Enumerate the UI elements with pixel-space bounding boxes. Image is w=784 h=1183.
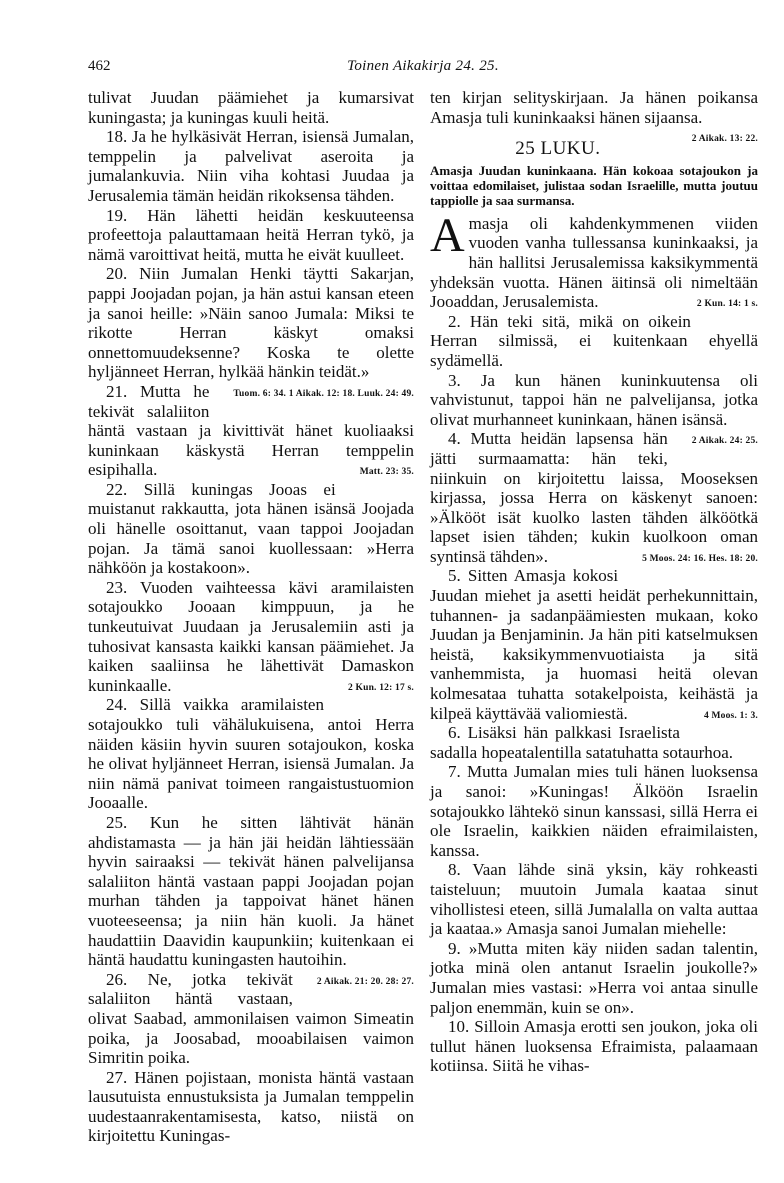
verse-paragraph	[88, 480, 414, 578]
verse-paragraph	[430, 762, 758, 860]
cross-reference: Tuom. 6: 34. 1 Aikak. 12: 18. Luuk. 24: 49.	[233, 388, 414, 399]
right-verses	[430, 312, 758, 1076]
verse-text: 10. Silloin Amasja erotti sen joukon, joka oli tullut hänen luoksensa Efraimista, palaamaan kotiinsa. Siitä he vihas-	[430, 1017, 758, 1076]
verse-text: 2. Hän teki sitä, mikä on oikein Herran silmissä, ei kuitenkaan ehyellä sydämellä.	[430, 311, 758, 370]
verse-text: 23. Vuoden vaihteessa kävi aramilaisten sotajoukko Jooaan kimppuun, ja he tunkeutuivat Juudaan ja Jerusalemiin asti ja tuhosivat kansasta kaikki kansan päämiehet. Ja kaiken saaliinsa he lähettivät Damaskon kuninkaalle.	[88, 577, 414, 695]
verse-text: 3. Ja kun hänen kuninkuutensa oli vahvistunut, tappoi hän ne palvelijansa, jotka olivat murhanneet kuninkaan, hänen isänsä.	[430, 370, 758, 429]
verse-text: 4. Mutta heidän lapsensa hän jätti surmaamatta: hän teki, niinkuin on kirjoitettu laissa, Mooseksen kirjassa, jossa Herra on käskenyt sanoen: »Älkööt isät kuolko lasten tähden älköötkä lapset isien tähden; kukin kuolkoon oman syntinsä tähden».	[430, 429, 758, 566]
first-verse	[430, 208, 758, 312]
cross-reference: 2 Aikak. 24: 25.	[691, 436, 758, 447]
first-verse-text: masja oli kahdenkymmenen viiden vuoden vanha tullessansa kuninkaaksi, ja hän hallitsi Jerusalemissa kaksikymmentä yhdeksän vuotta. Hänen äitinsä oli nimeltään Jooaddan, Jerusalemista.	[430, 213, 758, 312]
cross-reference: 4 Moos. 1: 3.	[703, 710, 758, 721]
verse-text: 25. Kun he sitten lähtivät hänän ahdistamasta — ja hän jäi heidän lähtiessään hyvin sairaaksi — tekivät hänen palvelijansa salaliiton häntä vastaan pappi Joojadan pojan murhan tähden ja tappoivat hänet hänen vuoteeseensa; ja niin hän kuoli. Ja hänet haudattiin Daavidin kaupunkiin; kuitenkaan ei häntä haudattu kuningasten hautoihin.	[88, 812, 414, 970]
verse-text: tulivat Juudan päämiehet ja kumarsivat kuningasta; ja kuningas kuuli heitä.	[88, 88, 414, 127]
verse-text: 7. Mutta Jumalan mies tuli hänen luoksensa ja sanoi: »Kuningas! Älköön Israelin sotajoukko lähtekö sinun kanssasi, sillä Herra ei ole Israelin, kaikkien näiden efraimilaisten, kanssa.	[430, 762, 758, 860]
continuation-text: ten kirjan selityskirjaan. Ja hänen poikansa Amasja tuli kuninkaaksi hänen sijaansa.	[430, 88, 758, 127]
verse-paragraph	[430, 860, 758, 938]
verse-paragraph	[430, 370, 758, 447]
verse-paragraph	[88, 264, 414, 399]
drop-cap: A	[430, 208, 465, 262]
verse-paragraph	[430, 312, 758, 371]
verse-paragraph	[430, 939, 758, 1017]
verse-paragraph	[88, 812, 414, 987]
cross-reference: 2 Aikak. 21: 20. 28: 27.	[316, 976, 414, 987]
verse-paragraph	[430, 723, 758, 762]
cross-reference: 2 Kun. 12: 17 s.	[347, 682, 414, 693]
verse-text: 24. Sillä vaikka aramilaisten sotajoukko tuli vähälukuisena, antoi Herra näiden käsiin hyvin suuren sotajoukon, koska he olivat hyljänneet Herran, isiensä Jumalan. Ja niin nämä panivat toimeen rangaistustuomion Jooaalle.	[88, 695, 414, 813]
verse-paragraph	[88, 1068, 414, 1146]
verse-text: 21. Mutta he tekivät salaliiton häntä vastaan ja kivittivät hänet kuoliaaksi kuninkaan käskystä Herran temppelin esipihalla.	[88, 381, 414, 480]
right-column	[430, 88, 758, 1076]
verse-paragraph	[430, 566, 758, 723]
running-head: Toinen Aikakirja 24. 25.	[347, 58, 499, 74]
continuation-paragraph	[430, 88, 758, 145]
page-number: 462	[88, 58, 111, 74]
verse-text: 5. Sitten Amasja kokosi Juudan miehet ja asetti heidät perhekunnittain, tuhannen- ja sadanpäämiesten mukaan, koko Juudan ja Benjaminin. Ja hän piti katselmuksen heistä, kaksikymmenvuotiaista ja sitä vanhemmista, ja huomasi heitä olevan kolmesataa tuhatta sotakelpoista, keihästä ja kilpeä käyttävää valiomiestä.	[430, 566, 758, 723]
cross-reference: 5 Moos. 24: 16. Hes. 18: 20.	[642, 553, 758, 564]
verse-paragraph	[88, 127, 414, 205]
verse-text: 6. Lisäksi hän palkkasi Israelista sadalla hopeatalentilla satatuhatta sotaurhoa.	[430, 723, 734, 762]
page-header	[88, 58, 758, 84]
verse-text: 18. Ja he hylkäsivät Herran, isiensä Jumalan, temppelin ja palvelivat aseroita ja jumalankuvia. Niin viha kohtasi Juudaa ja Jerusalemia tämän heidän rikoksensa tähden.	[88, 127, 414, 205]
chapter-summary: Amasja Juudan kuninkaana. Hän kokoaa sotajoukon ja voittaa edomilaiset, julistaa sodan Israelille, mutta joutuu tappiolle ja saa surmansa.	[430, 162, 758, 208]
verse-paragraph	[88, 695, 414, 813]
chapter-title: 25 LUKU.	[515, 138, 601, 160]
verse-text: 9. »Mutta miten käy niiden sadan talentin, jotka minä olen antanut Israelin joukolle?» Jumalan mies vastasi: »Herra voi antaa sinulle paljon enemmän, kuin se on».	[430, 938, 758, 1017]
verse-text: 27. Hänen pojistaan, monista häntä vastaan lausutuista ennustuksista ja Jumalan temppelin uudestaanrakentamisesta, katso, niistä on kirjoitettu Kuningas-	[88, 1067, 414, 1146]
verse-text: 20. Niin Jumalan Henki täytti Sakarjan, pappi Joojadan pojan, ja hän astui kansan eteen ja sanoi heille: »Näin sanoo Jumala: Miksi te rikotte Herran käskyt omaksi onnettomuudeksenne? Koska te olette hyljänneet Herran, hylkää hänkin teidät.»	[88, 264, 414, 382]
verse-text: 22. Sillä kuningas Jooas ei muistanut rakkautta, jota hänen isänsä Joojada oli hänelle osoittanut, vaan tappoi Joojadan pojan. Ja tämä sanoi kuollessaan: »Herra nähköön ja kostakoon».	[88, 479, 414, 578]
verse-paragraph	[88, 578, 414, 696]
cross-reference: 2 Kun. 14: 1 s.	[696, 299, 758, 310]
cross-reference: 2 Aikak. 13: 22.	[691, 134, 758, 145]
verse-paragraph	[88, 88, 414, 127]
verse-text: 26. Ne, jotka tekivät salaliiton häntä vastaan, olivat Saabad, ammonilaisen vaimon Simeatin poika, ja Joosabad, mooabilaisen vaimon Simritin poika.	[88, 969, 414, 1068]
cross-reference: Matt. 23: 35.	[359, 467, 414, 478]
verse-paragraph	[430, 1017, 758, 1076]
left-column	[88, 88, 414, 1146]
verse-text: 19. Hän lähetti heidän keskuuteensa profeettoja palauttamaan heitä Herran tykö, ja nämä varoittivat heitä, mutta he eivät kuulleet.	[88, 205, 414, 264]
verse-text: 8. Vaan lähde sinä yksin, käy rohkeasti taisteluun; muutoin Jumala kaataa sinut vihollistesi eteen, sillä Jumalalla on valta auttaa ja kaataa.» Amasja sanoi Jumalan miehelle:	[430, 860, 758, 939]
verse-paragraph	[88, 206, 414, 265]
